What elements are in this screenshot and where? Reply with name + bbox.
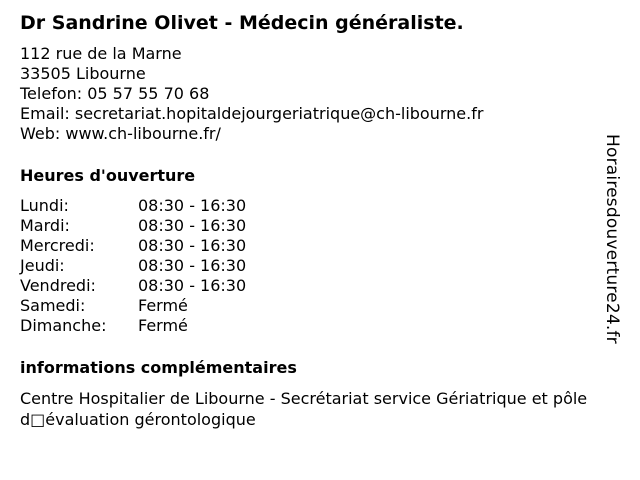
- day-hours: 08:30 - 16:30: [138, 216, 247, 235]
- hours-row-tuesday: [20, 216, 610, 236]
- day-hours: Fermé: [138, 296, 188, 315]
- day-label: Mardi:: [20, 216, 70, 235]
- address-street: 112 rue de la Marne: [20, 44, 182, 63]
- day-hours: Fermé: [138, 316, 188, 335]
- day-label: Vendredi:: [20, 276, 96, 295]
- hours-row-monday: [20, 196, 610, 216]
- watermark-text: Horairesdouverture24.fr: [602, 134, 622, 344]
- phone-number: Telefon: 05 57 55 70 68: [20, 84, 210, 103]
- day-label: Mercredi:: [20, 236, 95, 255]
- contact-block: [20, 44, 610, 144]
- day-label: Samedi:: [20, 296, 86, 315]
- day-hours: 08:30 - 16:30: [138, 236, 247, 255]
- opening-hours-heading: Heures d'ouverture: [20, 166, 196, 185]
- day-hours: 08:30 - 16:30: [138, 256, 247, 275]
- page-title: Dr Sandrine Olivet - Médecin généraliste.: [20, 12, 464, 34]
- opening-hours-table: [20, 196, 610, 336]
- hours-row-sunday: [20, 316, 610, 336]
- doctor-info-card: [20, 10, 610, 430]
- address-city: 33505 Libourne: [20, 64, 146, 83]
- hours-row-friday: [20, 276, 610, 296]
- hours-row-saturday: [20, 296, 610, 316]
- day-hours: 08:30 - 16:30: [138, 276, 247, 295]
- day-hours: 08:30 - 16:30: [138, 196, 247, 215]
- hours-row-thursday: [20, 256, 610, 276]
- day-label: Jeudi:: [20, 256, 65, 275]
- additional-info-text: Centre Hospitalier de Libourne - Secrétariat service Gériatrique et pôle d□évaluation gérontologique: [20, 389, 588, 429]
- day-label: Lundi:: [20, 196, 69, 215]
- email-address: Email: secretariat.hopitaldejourgeriatrique@ch-libourne.fr: [20, 104, 484, 123]
- hours-row-wednesday: [20, 236, 610, 256]
- day-label: Dimanche:: [20, 316, 107, 335]
- website-link: Web: www.ch-libourne.fr/: [20, 124, 221, 143]
- additional-info-heading: informations complémentaires: [20, 358, 297, 377]
